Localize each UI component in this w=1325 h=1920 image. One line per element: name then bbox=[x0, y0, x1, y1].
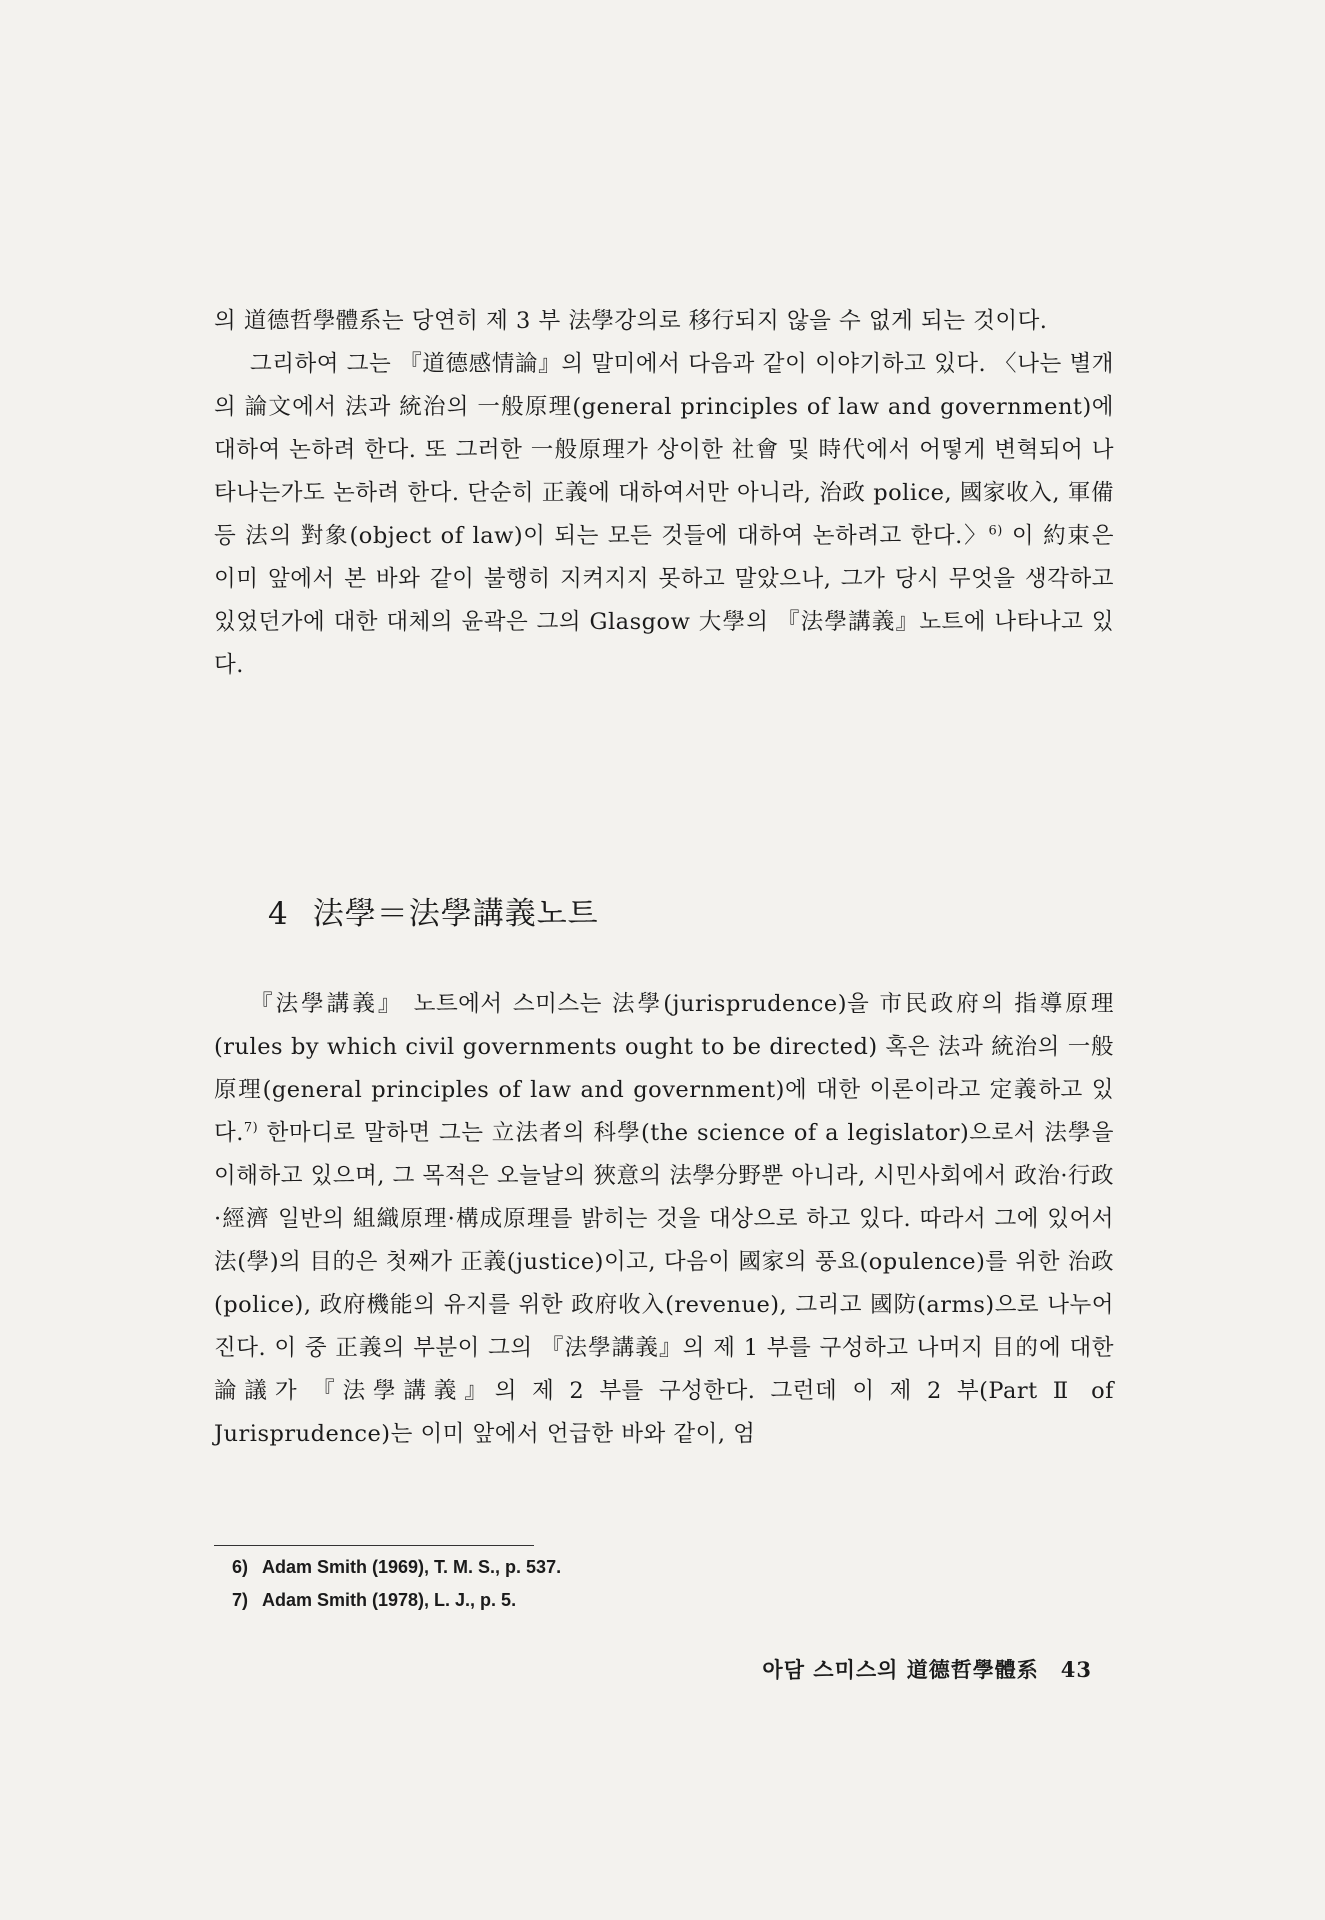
section-heading bbox=[268, 892, 599, 936]
section-text-block bbox=[214, 983, 1114, 1456]
footnote-divider bbox=[214, 1545, 534, 1546]
section-paragraph bbox=[214, 983, 1114, 1456]
footnote-number: 7) bbox=[232, 1590, 249, 1610]
footnote-text: Adam Smith (1969), T. M. S., p. 537. bbox=[262, 1557, 562, 1577]
intro-paragraph-2 bbox=[214, 343, 1114, 687]
intro-text-block bbox=[214, 300, 1114, 687]
section-paragraph-text-a: 『法學講義』 노트에서 스미스는 法學(jurisprudence)을 市民政府의 指導原理(rules by which civil governments ought to be directed) 혹은 法과 統治의 一般原理(general principles of law and government)에 대한 이론이라고 定義하고 있다. bbox=[214, 991, 1114, 1146]
section-number: 4 bbox=[268, 896, 289, 932]
intro-paragraph-2-text-a: 그리하여 그는 『道德感情論』의 말미에서 다음과 같이 이야기하고 있다. 〈나는 별개의 論文에서 法과 統治의 一般原理(general principles of law and government)에 대하여 논하려 한다. 또 그러한 一般原理가 상이한 社會 및 時代에서 어떻게 변혁되어 나타나는가도 논하려 한다. 단순히 正義에 대하여서만 아니라, 治政 police, 國家收入, 軍備 등 法의 對象(object of law)이 되는 모든 것들에 대하여 논하려고 한다.〉 bbox=[214, 351, 1114, 549]
footnote-number: 6) bbox=[232, 1557, 249, 1577]
footnote-text: Adam Smith (1978), L. J., p. 5. bbox=[262, 1590, 517, 1610]
running-title: 아담 스미스의 道德哲學體系 bbox=[762, 1657, 1039, 1682]
running-footer bbox=[762, 1655, 1092, 1685]
section-paragraph-text-b: 한마디로 말하면 그는 立法者의 科學(the science of a legislator)으로서 法學을 이해하고 있으며, 그 목적은 오늘날의 狹意의 法學分野뿐 아니라, 시민사회에서 政治·行政·經濟 일반의 組織原理·構成原理를 밝히는 것을 대상으로 하고 있다. 따라서 그에 있어서 法(學)의 目的은 첫째가 正義(justice)이고, 다음이 國家의 풍요(opulence)를 위한 治政(police), 政府機能의 유지를 위한 政府收入(revenue), 그리고 國防(arms)으로 나누어진다. 이 중 正義의 부분이 그의 『法學講義』의 제 1 부를 구성하고 나머지 目的에 대한 論議가 『法學講義』의 제 2 부를 구성한다. 그런데 이 제 2 부(Part Ⅱ of Jurisprudence)는 이미 앞에서 언급한 바와 같이, 엄 bbox=[214, 1120, 1114, 1447]
footnote-ref-6: 6) bbox=[988, 523, 1003, 539]
footnotes bbox=[232, 1551, 561, 1617]
section-title: 法學＝法學講義노트 bbox=[312, 896, 599, 932]
intro-paragraph-1: 의 道德哲學體系는 당연히 제 3 부 法學강의로 移行되지 않을 수 없게 되는 것이다. bbox=[214, 308, 1048, 334]
footnote-ref-7: 7) bbox=[243, 1120, 259, 1136]
page-number: 43 bbox=[1060, 1657, 1092, 1682]
footnote-item bbox=[232, 1584, 561, 1617]
footnote-item bbox=[232, 1551, 561, 1584]
intro-paragraph-2-text-b: 이 約束은 이미 앞에서 본 바와 같이 불행히 지켜지지 못하고 말았으나, 그가 당시 무엇을 생각하고 있었던가에 대한 대체의 윤곽은 그의 Glasgow 大學의 『法學講義』노트에 나타나고 있다. bbox=[214, 523, 1114, 678]
